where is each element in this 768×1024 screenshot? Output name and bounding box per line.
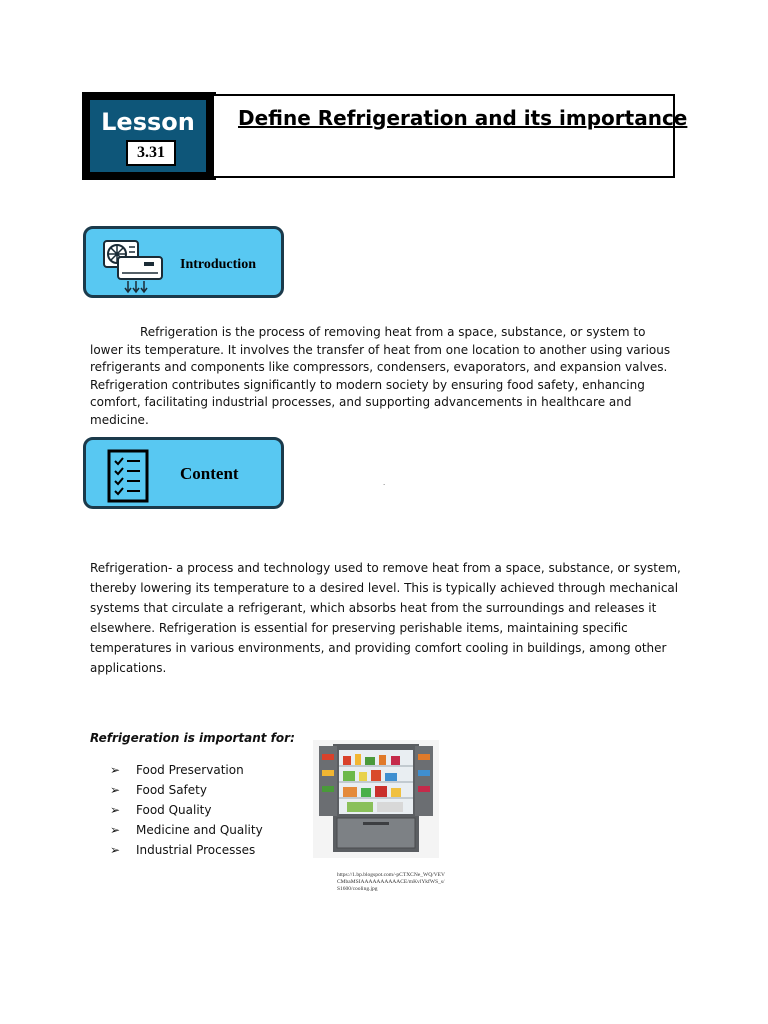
image-caption: https://1.bp.blogspot.com/-pCTXCNe_WQ/VEVCMbaMSIAAAAAAAAAACE/mKvlYkfWS_s/S1600/cooling.jpg <box>337 872 446 892</box>
introduction-paragraph <box>90 324 678 430</box>
introduction-text: Refrigeration is the process of removing heat from a space, substance, or system to lower its temperature. It involves the transfer of heat from one location to another using various refrigerants and components like compressors, condensers, evaporators, and expansion valves. Refrigeration contributes significantly to modern society by ensuring food safety, enhancing comfort, facilitating industrial processes, and supporting advancements in healthcare and medicine. <box>90 325 671 427</box>
air-conditioner-icon <box>100 235 166 295</box>
list-item: ➢ Industrial Processes <box>110 840 263 860</box>
content-paragraph: Refrigeration- a process and technology used to remove heat from a space, substance, or system, thereby lowering its temperature to a desired level. This is typically achieved through mechanical systems that circulate a refrigerant, which absorbs heat from the surroundings and releases it elsewhere. Refrigeration is essential for preserving perishable items, maintaining specific temperatures in various environments, and providing comfort cooling in buildings, among other applications. <box>90 561 681 675</box>
list-item: ➢ Food Preservation <box>110 760 263 780</box>
content-header <box>83 437 284 509</box>
lesson-number: 3.31 <box>126 140 176 166</box>
content-label: Content <box>180 464 239 483</box>
list-item: ➢ Food Safety <box>110 780 263 800</box>
arrow-bullet-icon: ➢ <box>110 843 121 857</box>
lesson-badge-inner <box>90 100 206 172</box>
checklist-icon <box>106 448 150 504</box>
introduction-header <box>83 226 284 298</box>
lesson-badge <box>82 92 216 180</box>
arrow-bullet-icon: ➢ <box>110 823 121 837</box>
list-item: ➢ Food Quality <box>110 800 263 820</box>
arrow-bullet-icon: ➢ <box>110 763 121 777</box>
stray-mark: . <box>383 478 386 487</box>
arrow-bullet-icon: ➢ <box>110 803 121 817</box>
importance-heading: Refrigeration is important for: <box>90 731 295 745</box>
refrigerator-image <box>313 740 439 858</box>
importance-list <box>110 760 263 860</box>
page-title: Define Refrigeration and its importance <box>238 106 688 130</box>
title-box <box>214 94 688 178</box>
introduction-label: Introduction <box>180 257 256 272</box>
list-item: ➢ Medicine and Quality <box>110 820 263 840</box>
arrow-bullet-icon: ➢ <box>110 783 121 797</box>
lesson-label: Lesson <box>101 108 195 136</box>
